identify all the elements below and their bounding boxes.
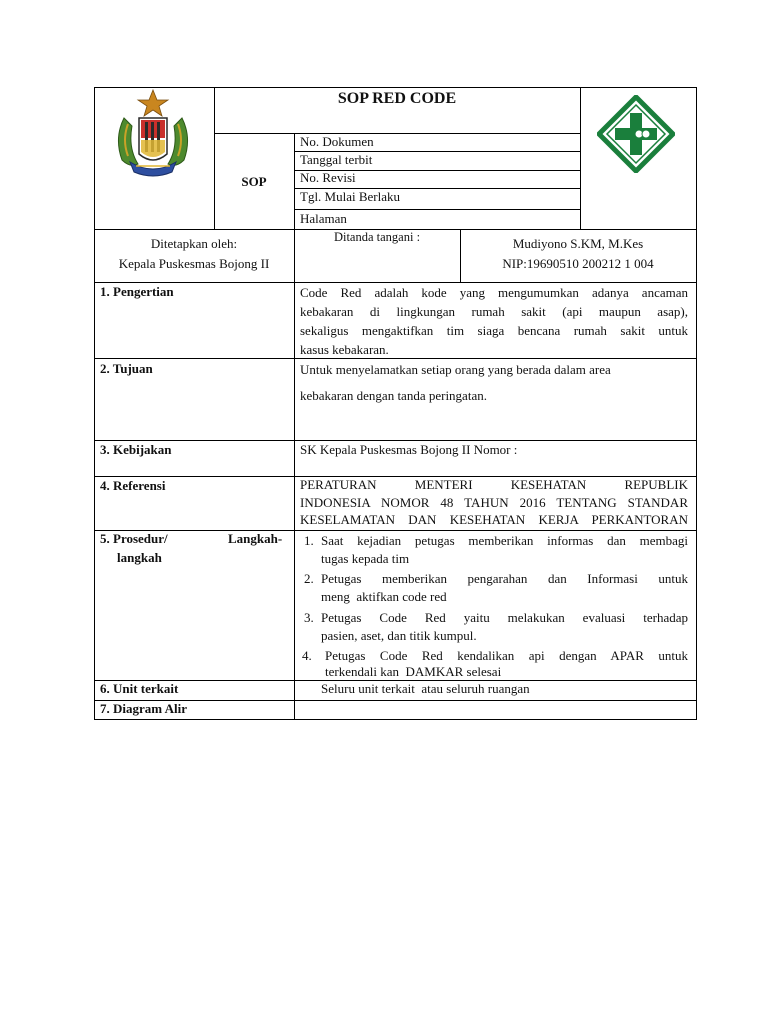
referensi-line-2: INDONESIA NOMOR 48 TAHUN 2016 TENTANG STANDAR xyxy=(300,495,688,510)
step-4-line-2: terkendali kan DAMKAR selesai xyxy=(325,664,502,679)
emblem-logo xyxy=(112,88,194,180)
label-tujuan: 2. Tujuan xyxy=(100,361,153,376)
signer-name: Mudiyono S.KM, M.Kes xyxy=(512,236,644,251)
referensi-line-3: KESELAMATAN DAN KESEHATAN KERJA PERKANTORAN xyxy=(300,512,688,527)
unit-text: Seluru unit terkait atau seluruh ruangan xyxy=(321,681,530,696)
label-prosedur-c: langkah xyxy=(117,550,162,565)
step-1-line-1: Saat kejadian petugas memberikan informas dan membagi xyxy=(321,533,688,548)
tujuan-line-2: kebakaran dengan tanda peringatan. xyxy=(300,388,487,403)
doc-field-tanggal-terbit: Tanggal terbit xyxy=(300,152,373,167)
step-4-num: 4. xyxy=(302,648,312,663)
label-unit: 6. Unit terkait xyxy=(100,681,179,696)
ditetapkan-label: Ditetapkan oleh: xyxy=(150,236,238,251)
doc-field-tgl-mulai: Tgl. Mulai Berlaku xyxy=(300,189,401,204)
pengertian-line-2: kebakaran di lingkungan rumah sakit (api maupun asap), xyxy=(300,304,688,319)
doc-field-no-revisi: No. Revisi xyxy=(300,170,356,185)
pengertian-line-4: kasus kebakaran. xyxy=(300,342,389,357)
step-1-num: 1. xyxy=(304,533,314,548)
pengertian-line-1: Code Red adalah kode yang mengumumkan adanya ancaman xyxy=(300,285,688,300)
sop-label: SOP xyxy=(241,174,267,189)
label-prosedur-b: Langkah- xyxy=(228,531,283,546)
label-pengertian: 1. Pengertian xyxy=(100,284,174,299)
step-1-line-2: tugas kepada tim xyxy=(321,551,410,566)
step-3-line-1: Petugas Code Red yaitu melakukan evaluasi terhadap xyxy=(321,610,688,625)
signer-nip: NIP:19690510 200212 1 004 xyxy=(502,256,654,271)
doc-field-halaman: Halaman xyxy=(300,211,347,226)
pengertian-line-3: sekaligus mengaktifkan tim siaga bencana rumah sakit untuk xyxy=(300,323,688,338)
label-referensi: 4. Referensi xyxy=(100,478,166,493)
doc-field-no-dokumen: No. Dokumen xyxy=(300,134,374,149)
label-diagram: 7. Diagram Alir xyxy=(100,701,188,716)
puskesmas-logo xyxy=(597,95,675,173)
label-prosedur-a: 5. Prosedur/ xyxy=(100,531,168,546)
step-2-num: 2. xyxy=(304,571,314,586)
ditanda-label: Ditanda tangani : xyxy=(333,230,421,244)
step-3-num: 3. xyxy=(304,610,314,625)
kebijakan-text: SK Kepala Puskesmas Bojong II Nomor : xyxy=(300,442,518,457)
label-kebijakan: 3. Kebijakan xyxy=(100,442,172,457)
document-title: SOP RED CODE xyxy=(337,90,457,107)
step-2-line-2: meng aktifkan code red xyxy=(321,589,447,604)
step-2-line-1: Petugas memberikan pengarahan dan Informasi untuk xyxy=(321,571,688,586)
referensi-line-1: PERATURAN MENTERI KESEHATAN REPUBLIK xyxy=(300,477,688,492)
step-4-line-1: Petugas Code Red kendalikan api dengan APAR untuk xyxy=(325,648,688,663)
ditetapkan-by: Kepala Puskesmas Bojong II xyxy=(118,256,270,271)
tujuan-line-1: Untuk menyelamatkan setiap orang yang berada dalam area xyxy=(300,362,611,377)
step-3-line-2: pasien, aset, dan titik kumpul. xyxy=(321,628,477,643)
